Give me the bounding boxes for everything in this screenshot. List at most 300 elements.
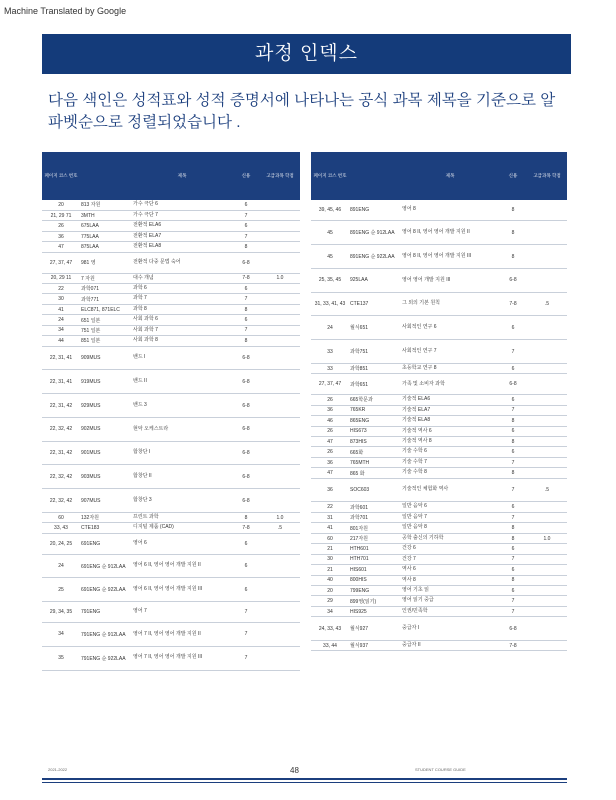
course-code: 907MUS bbox=[80, 489, 132, 513]
advanced-credit bbox=[527, 416, 567, 426]
course-code: 791ENG 순 922LAA bbox=[80, 646, 132, 670]
credit: 6-8 bbox=[232, 252, 260, 273]
course-title: 기술 수학 6 bbox=[401, 447, 499, 457]
page-ref: 34 bbox=[42, 623, 80, 647]
page-ref: 22 bbox=[42, 284, 80, 294]
advanced-credit bbox=[260, 533, 300, 554]
advanced-credit bbox=[527, 268, 567, 292]
credit: 8 bbox=[499, 245, 527, 269]
credit: 7-8 bbox=[499, 641, 527, 651]
page-ref: 21 bbox=[311, 544, 349, 554]
credit: 6 bbox=[499, 363, 527, 373]
course-code: 909MUS bbox=[80, 346, 132, 370]
course-code: SOC603 bbox=[349, 478, 401, 502]
footer-right-note: STUDENT COURSE GUIDE bbox=[415, 767, 466, 772]
page-ref: 41 bbox=[42, 304, 80, 314]
credit: 7 bbox=[232, 210, 260, 220]
advanced-credit bbox=[260, 554, 300, 578]
table-row bbox=[311, 575, 567, 585]
course-code: 7 자원 bbox=[80, 273, 132, 283]
col-header-credit: 신용 bbox=[232, 152, 260, 200]
advanced-credit: .5 bbox=[527, 292, 567, 316]
credit: 6-8 bbox=[499, 617, 527, 641]
credit: 6-8 bbox=[232, 370, 260, 394]
course-code: 865 화 bbox=[349, 468, 401, 478]
course-code: HTH701 bbox=[349, 554, 401, 564]
course-title: 합창단 II bbox=[132, 465, 232, 489]
course-code: 과학651 bbox=[349, 374, 401, 395]
credit: 8 bbox=[499, 200, 527, 221]
page-ref: 22, 32, 42 bbox=[42, 465, 80, 489]
page-ref: 22, 31, 41 bbox=[42, 370, 80, 394]
course-code: CTE137 bbox=[349, 292, 401, 316]
course-code: HIS925 bbox=[349, 606, 401, 616]
course-title: 현악 오케스트라 bbox=[132, 417, 232, 441]
course-code: 651 일본 bbox=[80, 315, 132, 325]
page-ref: 29 bbox=[311, 596, 349, 606]
page-ref: 24, 33, 43 bbox=[311, 617, 349, 641]
credit: 6 bbox=[499, 585, 527, 595]
credit: 7-8 bbox=[232, 273, 260, 283]
page-ref: 40 bbox=[311, 575, 349, 585]
table-row bbox=[311, 292, 567, 316]
advanced-credit bbox=[260, 465, 300, 489]
advanced-credit bbox=[260, 315, 300, 325]
page-ref: 33 bbox=[311, 340, 349, 364]
table-row bbox=[311, 426, 567, 436]
table-row bbox=[311, 596, 567, 606]
course-code: 과학851 bbox=[349, 363, 401, 373]
page-ref: 22, 31, 42 bbox=[42, 394, 80, 418]
advanced-credit bbox=[527, 316, 567, 340]
advanced-credit bbox=[260, 210, 300, 220]
course-title: 밴드 3 bbox=[132, 394, 232, 418]
page-ref: 35 bbox=[42, 646, 80, 670]
course-title: 영어 8 bbox=[401, 200, 499, 221]
table-row bbox=[42, 578, 300, 602]
page-ref: 22, 32, 42 bbox=[42, 489, 80, 513]
table-row bbox=[42, 489, 300, 513]
course-title: 과학 6 bbox=[132, 284, 232, 294]
course-title: 영어 8 II, 영어 영어 개발 지원 II bbox=[401, 221, 499, 245]
intro-text: 다음 색인은 성적표와 성적 증명서에 나타나는 공식 과목 제목을 기준으로 알파벳순으로 정렬되었습니다 . bbox=[48, 92, 556, 131]
page-ref: 30 bbox=[42, 294, 80, 304]
course-title: 전환적 다중 문법 숙어 bbox=[132, 252, 232, 273]
course-title: 영어 6 II, 영어 영어 개발 지원 III bbox=[132, 578, 232, 602]
col-header-extra: 고급과목 학점 bbox=[260, 152, 300, 200]
table-row bbox=[311, 523, 567, 533]
advanced-credit bbox=[527, 575, 567, 585]
table-row bbox=[311, 468, 567, 478]
advanced-credit bbox=[527, 617, 567, 641]
credit: 6-8 bbox=[499, 268, 527, 292]
course-code: 901MUS bbox=[80, 441, 132, 465]
table-row bbox=[311, 405, 567, 415]
page-ref: 60 bbox=[42, 512, 80, 522]
page-ref: 20 bbox=[311, 585, 349, 595]
table-row bbox=[42, 512, 300, 522]
advanced-credit bbox=[527, 606, 567, 616]
advanced-credit bbox=[260, 252, 300, 273]
course-code: 월식651 bbox=[349, 316, 401, 340]
advanced-credit: 1.0 bbox=[260, 273, 300, 283]
page-ref: 33 bbox=[311, 363, 349, 373]
course-code: 691ENG 순 912LAA bbox=[80, 554, 132, 578]
table-row bbox=[42, 325, 300, 335]
table-row bbox=[42, 602, 300, 623]
course-code: HIS601 bbox=[349, 565, 401, 575]
credit: 6 bbox=[232, 533, 260, 554]
advanced-credit bbox=[527, 468, 567, 478]
course-code: 903MUS bbox=[80, 465, 132, 489]
credit: 6-8 bbox=[232, 394, 260, 418]
page-ref: 24 bbox=[42, 315, 80, 325]
page-ref: 45 bbox=[311, 245, 349, 269]
advanced-credit bbox=[527, 245, 567, 269]
table-row bbox=[42, 304, 300, 314]
table-row bbox=[311, 606, 567, 616]
credit: 7 bbox=[499, 457, 527, 467]
page-ref: 44 bbox=[42, 336, 80, 346]
page-ref: 21 bbox=[311, 565, 349, 575]
page-ref: 31, 33, 41, 43 bbox=[311, 292, 349, 316]
advanced-credit bbox=[260, 284, 300, 294]
credit: 7 bbox=[499, 512, 527, 522]
course-code: 791ENG bbox=[80, 602, 132, 623]
table-row bbox=[42, 200, 300, 210]
course-title: 전환적 ELA7 bbox=[132, 231, 232, 241]
course-title: 일반 음악 8 bbox=[401, 523, 499, 533]
table-row bbox=[42, 284, 300, 294]
advanced-credit bbox=[527, 221, 567, 245]
col-header-extra: 고급과목 학점 bbox=[527, 152, 567, 200]
table-row bbox=[311, 502, 567, 512]
course-title: 초등학교 연구 8 bbox=[401, 363, 499, 373]
credit: 7-8 bbox=[499, 292, 527, 316]
page-ref: 25, 35, 45 bbox=[311, 268, 349, 292]
credit: 6 bbox=[232, 554, 260, 578]
credit: 8 bbox=[499, 221, 527, 245]
table-row bbox=[42, 210, 300, 220]
credit: 8 bbox=[499, 575, 527, 585]
page-ref: 24 bbox=[311, 316, 349, 340]
course-index-table-left bbox=[42, 152, 300, 671]
course-title: 기술적 ELA7 bbox=[401, 405, 499, 415]
table-row bbox=[42, 315, 300, 325]
advanced-credit bbox=[527, 363, 567, 373]
advanced-credit bbox=[260, 304, 300, 314]
page-ref: 30 bbox=[311, 554, 349, 564]
course-code: 과학751 bbox=[349, 340, 401, 364]
table-row bbox=[42, 465, 300, 489]
advanced-credit bbox=[527, 395, 567, 405]
page-ref: 27, 37, 47 bbox=[311, 374, 349, 395]
table-row bbox=[311, 641, 567, 651]
advanced-credit: 1.0 bbox=[527, 533, 567, 543]
course-title: 영어 6 II, 영어 영어 개발 지원 II bbox=[132, 554, 232, 578]
credit: 8 bbox=[232, 512, 260, 522]
advanced-credit bbox=[260, 200, 300, 210]
table-row bbox=[311, 554, 567, 564]
page-ref: 24 bbox=[42, 554, 80, 578]
credit: 6-8 bbox=[232, 346, 260, 370]
page-ref: 46 bbox=[311, 416, 349, 426]
course-title: 역사 8 bbox=[401, 575, 499, 585]
course-title: 프린트 과학 bbox=[132, 512, 232, 522]
page-ref: 47 bbox=[311, 436, 349, 446]
course-title: 건강 7 bbox=[401, 554, 499, 564]
course-code: 799ENG bbox=[349, 585, 401, 595]
credit: 6 bbox=[499, 426, 527, 436]
course-title: 영어 읽기 중급 bbox=[401, 596, 499, 606]
course-title: 합창단 I bbox=[132, 441, 232, 465]
credit: 8 bbox=[499, 533, 527, 543]
advanced-credit bbox=[527, 512, 567, 522]
course-title: 전환적 ELA8 bbox=[132, 242, 232, 252]
course-code: 899영(읽기) bbox=[349, 596, 401, 606]
advanced-credit bbox=[260, 602, 300, 623]
page-ref: 36 bbox=[311, 478, 349, 502]
table-row bbox=[311, 457, 567, 467]
advanced-credit bbox=[527, 565, 567, 575]
advanced-credit bbox=[260, 325, 300, 335]
credit: 7 bbox=[232, 231, 260, 241]
course-title: 기술적 ELA8 bbox=[401, 416, 499, 426]
credit: 6-8 bbox=[232, 417, 260, 441]
advanced-credit bbox=[260, 394, 300, 418]
course-code: 751 일본 bbox=[80, 325, 132, 335]
advanced-credit: .5 bbox=[527, 478, 567, 502]
advanced-credit: 1.0 bbox=[260, 512, 300, 522]
advanced-credit bbox=[260, 646, 300, 670]
advanced-credit bbox=[260, 294, 300, 304]
table-row bbox=[42, 417, 300, 441]
advanced-credit bbox=[260, 370, 300, 394]
course-code: 675LAA bbox=[80, 221, 132, 231]
table-row bbox=[311, 512, 567, 522]
page-ref: 45 bbox=[311, 221, 349, 245]
credit: 6 bbox=[499, 565, 527, 575]
course-code: 월식937 bbox=[349, 641, 401, 651]
course-title: 합창단 3 bbox=[132, 489, 232, 513]
course-title: 영어 7 bbox=[132, 602, 232, 623]
table-row bbox=[311, 340, 567, 364]
table-row bbox=[311, 565, 567, 575]
advanced-credit bbox=[527, 426, 567, 436]
advanced-credit bbox=[527, 523, 567, 533]
advanced-credit bbox=[527, 544, 567, 554]
course-code: HTH601 bbox=[349, 544, 401, 554]
page-title: 과정 인덱스 bbox=[42, 34, 571, 74]
course-title: 전환적 ELA6 bbox=[132, 221, 232, 231]
advanced-credit bbox=[527, 502, 567, 512]
credit: 7 bbox=[232, 623, 260, 647]
course-title: 가수 극단 7 bbox=[132, 210, 232, 220]
credit: 7 bbox=[499, 405, 527, 415]
course-code: 월식927 bbox=[349, 617, 401, 641]
course-code: 851 일본 bbox=[80, 336, 132, 346]
credit: 6 bbox=[232, 578, 260, 602]
advanced-credit bbox=[260, 578, 300, 602]
course-title: 디지털 제품 (CAD) bbox=[132, 523, 232, 533]
table-row bbox=[42, 231, 300, 241]
course-code: 765KR bbox=[349, 405, 401, 415]
table-row bbox=[311, 316, 567, 340]
course-code: 691ENG 순 922LAA bbox=[80, 578, 132, 602]
table-row bbox=[42, 441, 300, 465]
credit: 7-8 bbox=[232, 523, 260, 533]
course-title: 대수 개념 bbox=[132, 273, 232, 283]
advanced-credit bbox=[527, 641, 567, 651]
col-header-title: 제목 bbox=[132, 152, 232, 200]
course-title: 영어 8 II, 영어 영어 개발 지원 III bbox=[401, 245, 499, 269]
table-row bbox=[42, 252, 300, 273]
credit: 6 bbox=[499, 447, 527, 457]
page-ref: 22, 32, 42 bbox=[42, 417, 80, 441]
credit: 6-8 bbox=[232, 489, 260, 513]
table-row bbox=[311, 617, 567, 641]
advanced-credit bbox=[527, 200, 567, 221]
credit: 8 bbox=[232, 242, 260, 252]
col-header-credit: 신용 bbox=[499, 152, 527, 200]
course-code: CTE183 bbox=[80, 523, 132, 533]
table-row bbox=[311, 436, 567, 446]
page-ref: 21, 29 71 bbox=[42, 210, 80, 220]
course-code: 132자원 bbox=[80, 512, 132, 522]
table-row bbox=[42, 554, 300, 578]
course-title: 기술 수학 8 bbox=[401, 468, 499, 478]
table-row bbox=[311, 245, 567, 269]
footer-rule bbox=[42, 778, 567, 780]
course-code: 875LAA bbox=[80, 242, 132, 252]
table-row bbox=[42, 370, 300, 394]
page-ref: 47 bbox=[311, 468, 349, 478]
credit: 8 bbox=[232, 304, 260, 314]
advanced-credit bbox=[260, 346, 300, 370]
course-code: 801자원 bbox=[349, 523, 401, 533]
page-ref: 20 bbox=[42, 200, 80, 210]
page-ref: 33, 43 bbox=[42, 523, 80, 533]
advanced-credit bbox=[260, 489, 300, 513]
advanced-credit bbox=[527, 436, 567, 446]
course-title: 가족 및 소비자 과학 bbox=[401, 374, 499, 395]
credit: 7 bbox=[232, 646, 260, 670]
advanced-credit bbox=[260, 623, 300, 647]
advanced-credit bbox=[527, 554, 567, 564]
col-header-page-code: 페이지 코스 번호 bbox=[42, 152, 80, 200]
course-title: 그 외의 기본 원칙 bbox=[401, 292, 499, 316]
credit: 6-8 bbox=[499, 374, 527, 395]
col-header-page-code: 페이지 코스 번호 bbox=[311, 152, 349, 200]
page-ref: 33, 44 bbox=[311, 641, 349, 651]
page-ref: 26 bbox=[42, 221, 80, 231]
footer-rule-thin bbox=[42, 782, 567, 783]
table-row bbox=[311, 478, 567, 502]
col-header-title: 제목 bbox=[401, 152, 499, 200]
page-ref: 34 bbox=[311, 606, 349, 616]
page-ref: 26 bbox=[311, 395, 349, 405]
page-ref: 31 bbox=[311, 512, 349, 522]
machine-translated-label: Machine Translated by Google bbox=[4, 6, 127, 16]
table-row bbox=[311, 533, 567, 543]
credit: 6 bbox=[232, 200, 260, 210]
credit: 6 bbox=[232, 315, 260, 325]
course-code: 775LAA bbox=[80, 231, 132, 241]
course-code: 902MUS bbox=[80, 417, 132, 441]
table-row bbox=[42, 336, 300, 346]
course-code: 3MTH bbox=[80, 210, 132, 220]
table-row bbox=[42, 394, 300, 418]
advanced-credit bbox=[527, 340, 567, 364]
course-title: 역사 6 bbox=[401, 565, 499, 575]
credit: 6 bbox=[499, 395, 527, 405]
advanced-credit bbox=[527, 405, 567, 415]
course-code: 800HIS bbox=[349, 575, 401, 585]
course-title: 중급자 II bbox=[401, 641, 499, 651]
course-title: 사회 과학 6 bbox=[132, 315, 232, 325]
credit: 7 bbox=[232, 602, 260, 623]
course-title: 사회적인 연구 7 bbox=[401, 340, 499, 364]
advanced-credit: .5 bbox=[260, 523, 300, 533]
advanced-credit bbox=[260, 336, 300, 346]
course-title: 영어 기초 읽 bbox=[401, 585, 499, 595]
course-title: 일반 음악 7 bbox=[401, 512, 499, 522]
advanced-credit bbox=[527, 457, 567, 467]
table-row bbox=[42, 533, 300, 554]
advanced-credit bbox=[260, 221, 300, 231]
course-code: 791ENG 순 912LAA bbox=[80, 623, 132, 647]
table-row bbox=[42, 346, 300, 370]
advanced-credit bbox=[527, 596, 567, 606]
credit: 6 bbox=[499, 316, 527, 340]
course-title: 인권/민족학 bbox=[401, 606, 499, 616]
course-code: 891ENG 순 922LAA bbox=[349, 245, 401, 269]
table-row bbox=[42, 294, 300, 304]
col-header-code bbox=[80, 152, 132, 200]
course-code: 873HIS bbox=[349, 436, 401, 446]
course-code: 과학771 bbox=[80, 294, 132, 304]
course-code: 217자원 bbox=[349, 533, 401, 543]
credit: 6 bbox=[499, 544, 527, 554]
advanced-credit bbox=[260, 417, 300, 441]
table-row bbox=[311, 447, 567, 457]
course-index-table-right bbox=[311, 152, 567, 651]
course-code: 891ENG 순 912LAA bbox=[349, 221, 401, 245]
course-code: 919MUS bbox=[80, 370, 132, 394]
table-row bbox=[311, 374, 567, 395]
credit: 8 bbox=[232, 336, 260, 346]
course-title: 일반 음악 6 bbox=[401, 502, 499, 512]
course-title: 가수 극단 6 bbox=[132, 200, 232, 210]
course-title: 과학 8 bbox=[132, 304, 232, 314]
course-title: 사회 과학 7 bbox=[132, 325, 232, 335]
credit: 8 bbox=[499, 416, 527, 426]
credit: 6-8 bbox=[232, 441, 260, 465]
course-code: 665화 bbox=[349, 447, 401, 457]
table-row bbox=[42, 242, 300, 252]
course-title: 공학 출신의 기하학 bbox=[401, 533, 499, 543]
course-code: 과학601 bbox=[349, 502, 401, 512]
credit: 7 bbox=[232, 294, 260, 304]
credit: 7 bbox=[499, 340, 527, 364]
course-title: 사회 과학 8 bbox=[132, 336, 232, 346]
course-code: 665학문과 bbox=[349, 395, 401, 405]
col-header-code bbox=[349, 152, 401, 200]
table-row bbox=[42, 623, 300, 647]
credit: 7 bbox=[499, 478, 527, 502]
page-ref: 22 bbox=[311, 502, 349, 512]
page-ref: 41 bbox=[311, 523, 349, 533]
